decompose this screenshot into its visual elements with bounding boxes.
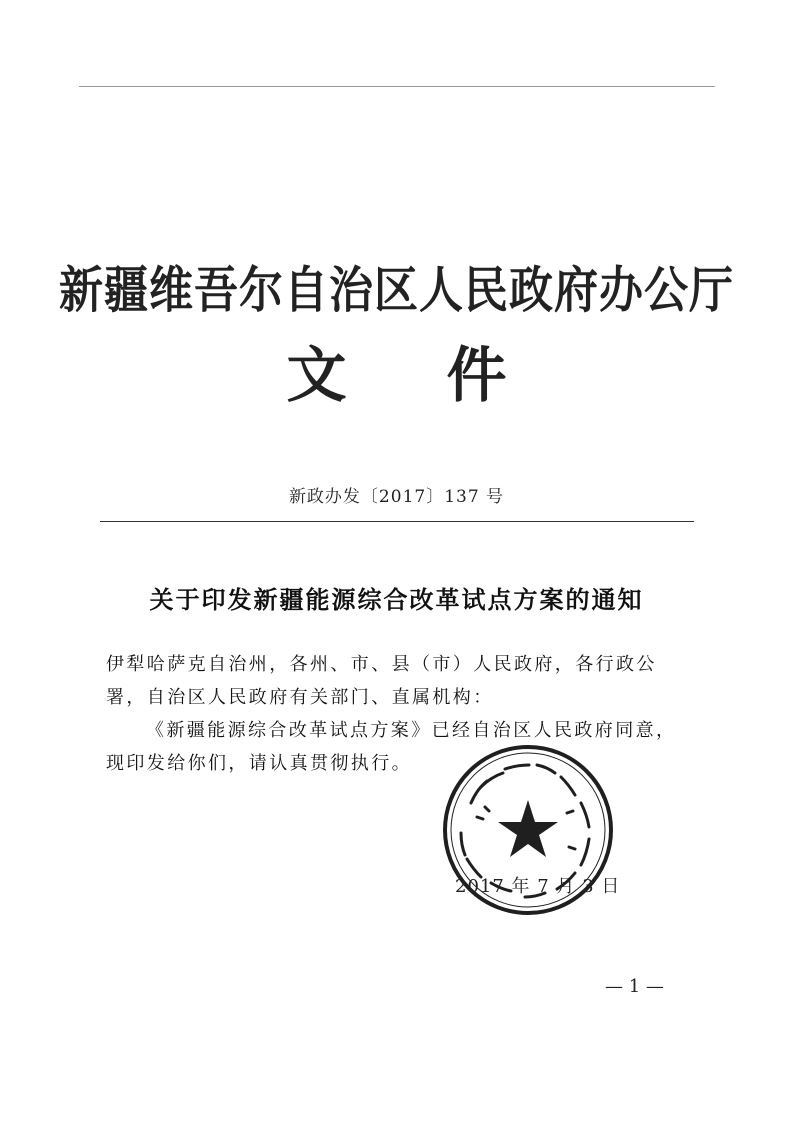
document-type-char-2: 件 xyxy=(446,341,507,411)
top-divider xyxy=(79,86,715,87)
signature-date: 2017 年 7 月 3 日 xyxy=(455,876,621,897)
document-type xyxy=(0,328,793,414)
page-number: — 1 — xyxy=(605,976,664,997)
recipients-line: 伊犁哈萨克自治州，各州、市、县（市）人民政府，各行政公署，自治区人民政府有关部门、直属机构： xyxy=(106,654,657,708)
notice-title: 关于印发新疆能源综合改革试点方案的通知 xyxy=(149,585,644,614)
header-divider xyxy=(100,521,694,522)
issuing-authority: 新疆维吾尔自治区人民政府办公厅 xyxy=(59,262,734,320)
document-type-char-1: 文 xyxy=(286,341,347,411)
document-number: 新政办发〔2017〕137 号 xyxy=(288,487,505,507)
body-paragraph: 《新疆能源综合改革试点方案》已经自治区人民政府同意，现印发给你们，请认真贯彻执行。 xyxy=(106,720,677,774)
